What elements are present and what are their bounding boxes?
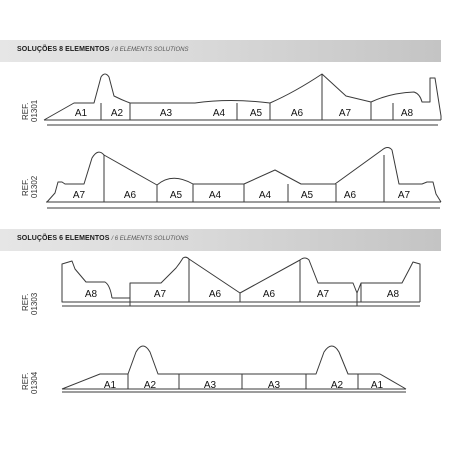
ref-prefix: REF.	[21, 102, 30, 120]
segment-label: A6	[290, 108, 304, 119]
segment-label: A1	[74, 108, 88, 119]
segment-label: A6	[123, 190, 137, 201]
profile-01301	[44, 74, 441, 125]
segment-label: A4	[212, 108, 226, 119]
svg-text:01302	[30, 175, 39, 198]
segment-label: A2	[143, 380, 157, 391]
segment-label: A7	[72, 190, 86, 201]
profile-01302	[46, 148, 441, 209]
section-title: SOLUÇÕES 6 ELEMENTOS	[17, 235, 110, 242]
section-subtitle: / 6 ELEMENTS SOLUTIONS	[111, 236, 189, 242]
svg-text:01303	[30, 292, 39, 315]
ref-prefix: REF.	[21, 178, 30, 196]
svg-text:REF.	[21, 373, 30, 390]
segment-label: A8	[386, 289, 400, 300]
profile-01303	[62, 257, 420, 306]
segment-label: A7	[338, 108, 352, 119]
segment-label: A6	[343, 190, 357, 201]
segment-label: A2	[330, 380, 344, 391]
segment-label: A1	[103, 380, 117, 391]
svg-text:REF.	[21, 294, 30, 311]
ref-prefix: REF.	[21, 372, 30, 390]
section-title: SOLUÇÕES 8 ELEMENTOS	[17, 46, 110, 53]
segment-label: A6	[208, 289, 222, 300]
segment-label: A1	[370, 380, 384, 391]
segment-label: A6	[262, 289, 276, 300]
ref-code: 01303	[30, 292, 39, 315]
ref-prefix: REF.	[21, 293, 30, 311]
svg-text:REF.	[21, 103, 30, 120]
segment-label: A3	[159, 108, 173, 119]
segment-label: A8	[400, 108, 414, 119]
segment-label: A7	[397, 190, 411, 201]
segment-label: A4	[208, 190, 222, 201]
segment-label: A3	[203, 380, 217, 391]
ref-code: 01301	[30, 99, 39, 122]
ref-code: 01302	[30, 175, 39, 198]
segment-label: A5	[300, 190, 314, 201]
ref-code: 01304	[30, 371, 39, 394]
segment-label: A2	[110, 108, 124, 119]
segment-label: A5	[169, 190, 183, 201]
segment-label: A8	[84, 289, 98, 300]
segment-label: A4	[258, 190, 272, 201]
segment-label: A3	[267, 380, 281, 391]
segment-label: A7	[153, 289, 167, 300]
segment-label: A7	[316, 289, 330, 300]
svg-text:01304	[30, 371, 39, 394]
svg-text:01301	[30, 99, 39, 122]
segment-label: A5	[249, 108, 263, 119]
section-subtitle: / 8 ELEMENTS SOLUTIONS	[111, 47, 189, 53]
svg-text:REF.	[21, 179, 30, 196]
